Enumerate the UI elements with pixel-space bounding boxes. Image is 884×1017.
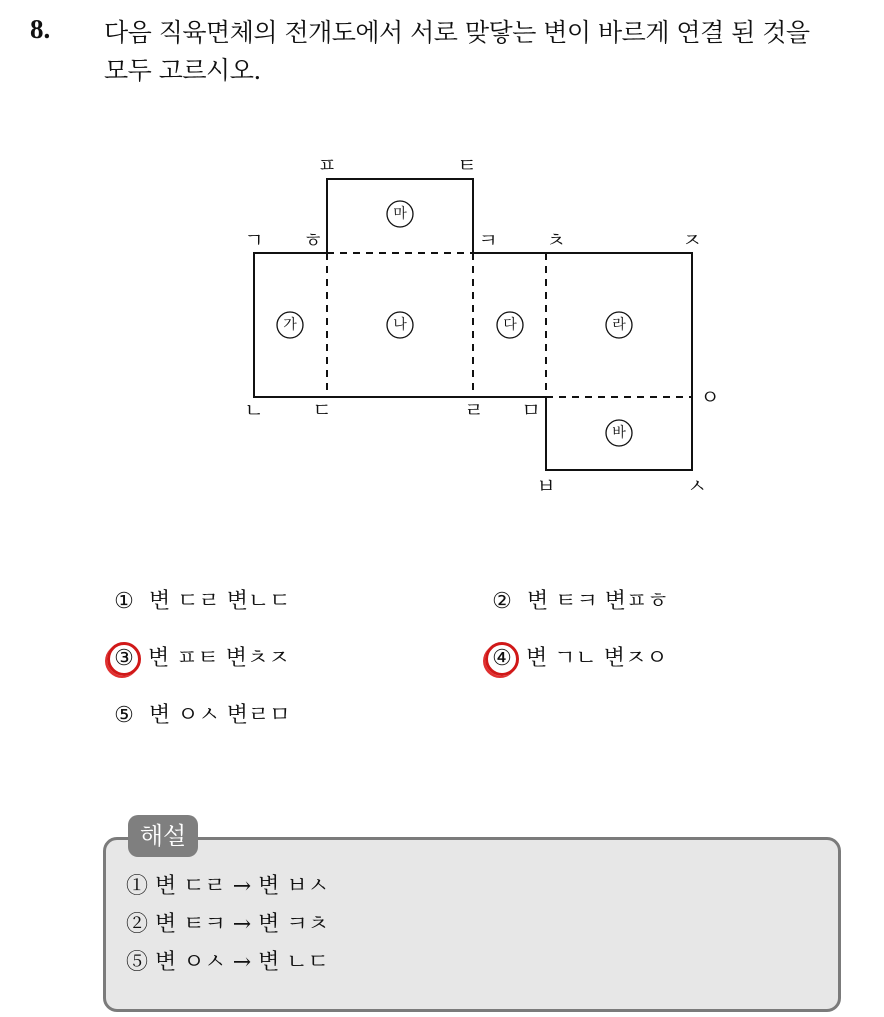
svg-text:라: 라 (612, 317, 626, 333)
choice-1-text: 변 ㄷㄹ 변ㄴㄷ (149, 589, 291, 614)
choice-4[interactable] (484, 641, 668, 677)
solution-line-3: ⑤ 변 ㅇㅅ → 변 ㄴㄷ (126, 950, 329, 975)
choice-4-number-circled: ④ (485, 642, 519, 676)
vertex-label-h: ㅎ (303, 228, 323, 252)
vertex-label-o: ㅇ (700, 385, 720, 409)
svg-text:바: 바 (612, 425, 626, 441)
vertex-label-k: ㅋ (478, 228, 498, 252)
choice-2[interactable] (484, 584, 669, 620)
question-line-1: 다음 직육면체의 전개도에서 서로 맞닿는 변이 바르게 연결 된 것을 (104, 18, 810, 47)
solution-tag: 해설 (128, 815, 198, 857)
svg-text:마: 마 (393, 206, 407, 222)
question-number: 8. (30, 14, 51, 44)
choice-2-number: ② (492, 589, 512, 614)
choice-1[interactable] (106, 584, 291, 620)
choice-5[interactable] (106, 698, 291, 734)
face-label-da (497, 312, 523, 338)
vertex-label-r: ㄹ (464, 398, 484, 422)
choice-1-number: ① (114, 589, 134, 614)
vertex-label-b: ㅂ (536, 474, 556, 498)
svg-text:가: 가 (283, 317, 297, 333)
face-label-ba (606, 420, 632, 446)
choice-3-text: 변 ㅍㅌ 변ㅊㅈ (148, 646, 290, 671)
face-label-ma (387, 201, 413, 227)
vertex-label-s: ㅅ (687, 474, 707, 498)
solution-line-1: ① 변 ㄷㄹ → 변 ㅂㅅ (126, 874, 329, 899)
vertex-label-p: ㅍ (317, 153, 337, 177)
solution-line-2: ② 변 ㅌㅋ → 변 ㅋㅊ (126, 912, 329, 937)
vertex-label-n: ㄴ (244, 398, 264, 422)
svg-text:나: 나 (393, 317, 407, 333)
face-label-ra (606, 312, 632, 338)
vertex-label-t: ㅌ (457, 153, 477, 177)
choice-5-number: ⑤ (114, 703, 134, 728)
vertex-label-ch: ㅊ (546, 228, 566, 252)
choice-3-number-circled: ③ (107, 642, 141, 676)
vertex-label-g: ㄱ (244, 228, 264, 252)
face-label-ga (277, 312, 303, 338)
vertex-label-d: ㄷ (312, 398, 332, 422)
vertex-label-m: ㅁ (521, 398, 541, 422)
choice-2-text: 변 ㅌㅋ 변ㅍㅎ (527, 589, 669, 614)
face-label-na (387, 312, 413, 338)
vertex-label-j: ㅈ (682, 228, 702, 252)
svg-text:다: 다 (503, 317, 517, 333)
choice-4-text: 변 ㄱㄴ 변ㅈㅇ (526, 646, 668, 671)
choice-5-text: 변 ㅇㅅ 변ㄹㅁ (149, 703, 291, 728)
question-line-2: 모두 고르시오. (104, 56, 261, 85)
choice-3[interactable] (106, 641, 290, 677)
